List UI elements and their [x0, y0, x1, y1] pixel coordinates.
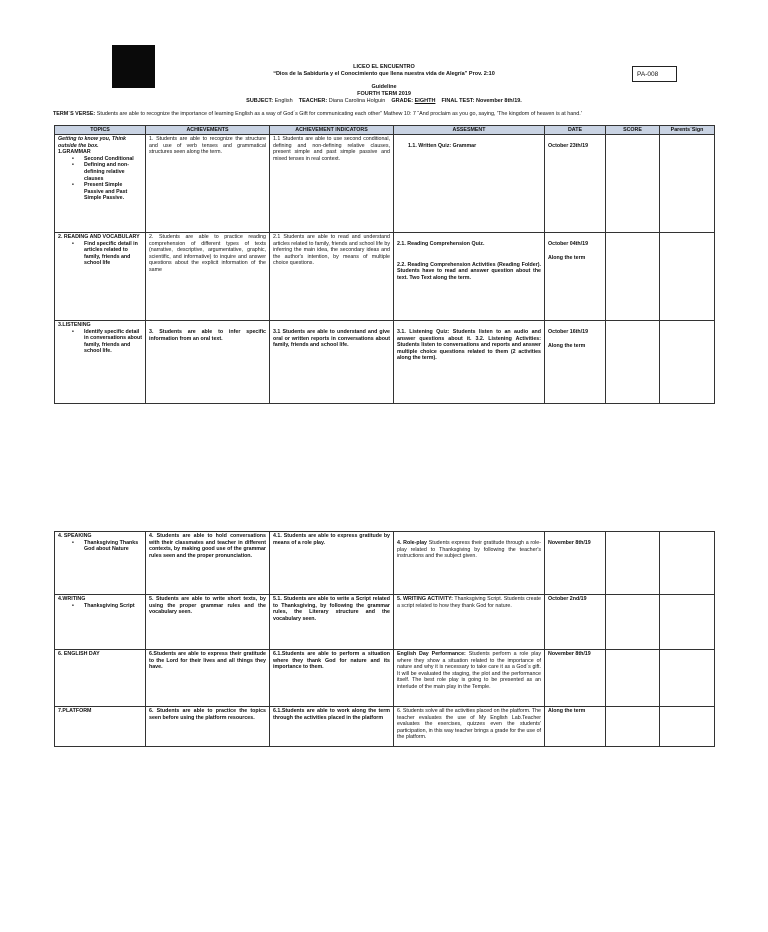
- parents-sign-cell: [660, 233, 715, 321]
- topic-cell: 4. SPEAKING • Thanksgiving Thanks God about Nature: [55, 532, 146, 595]
- table-row: [55, 650, 715, 707]
- school-motto: “Dios de la Sabiduría y el Conocimiento que llena nuestra vida de Alegría” Prov. 2:10: [273, 71, 495, 77]
- table-row: [55, 707, 715, 747]
- term-title: FOURTH TERM 2019: [357, 91, 411, 97]
- assessment-cell: 6. Students solve all the activities placed on the platform. The teacher evaluates the use of My English Lab.Teacher evaluates the exercises, quizzes even the students' participation, in this way teacher brings a grade for the use of the platform.: [394, 707, 545, 747]
- assessment-cell: 3.1. Listening Quiz: Students listen to an audio and answer questions about it. 3.2. Listening Activities: Students listen to conversations and reports and answer multiple choice questions related to them (2 activities along the term).: [394, 321, 545, 404]
- guideline-table-2: [54, 531, 715, 747]
- indicator-cell: 6.1.Students are able to work along the term through the activities placed in the platform: [270, 707, 394, 747]
- date-cell: October 23th/19: [545, 135, 606, 233]
- score-cell: [606, 135, 660, 233]
- table-row: [55, 321, 715, 404]
- indicator-cell: 1.1 Students are able to use second conditional, defining and non-defining relative clauses, present simple and past simple passive and mixed tenses in real context.: [270, 135, 394, 233]
- assessment-cell: 5. WRITING ACTIVITY: Thanksgiving Script. Students create a script related to how they thank God for nature.: [394, 595, 545, 650]
- table-row: [55, 595, 715, 650]
- col-topics: TOPICS: [55, 126, 146, 135]
- topic-cell: 7.PLATFORM: [55, 707, 146, 747]
- parents-sign-cell: [660, 595, 715, 650]
- topic-cell: Getting to know you, Think outside the box. 1.GRAMMAR • Second Conditional • Defining and non-defining relative clauses • Present Simple Passive and Past Simple Passive.: [55, 135, 146, 233]
- table-row: [55, 532, 715, 595]
- date-cell: Along the term: [545, 707, 606, 747]
- date-cell: November 8th/19: [545, 532, 606, 595]
- parents-sign-cell: [660, 321, 715, 404]
- table-header-row: [55, 126, 715, 135]
- achievement-cell: 3. Students are able to infer specific information from an oral text.: [146, 321, 270, 404]
- col-assessment: ASSESMENT: [394, 126, 545, 135]
- term-verse: TERM´S VERSE: Students are able to recognize the importance of learning English as a way of God´s Gift for communicating each other” Mathew 10: 7 “And proclaim as you go, saying, 'The kingdom of heaven is at hand.': [53, 111, 582, 117]
- school-name: LICEO EL ENCUENTRO: [353, 64, 415, 70]
- subject-line: SUBJECT: English TEACHER: Diana Carolina Holguin GRADE: EIGHTH FINAL TEST: November 8th/19.: [246, 98, 522, 104]
- parents-sign-cell: [660, 532, 715, 595]
- topic-cell: 6. ENGLISH DAY: [55, 650, 146, 707]
- score-cell: [606, 321, 660, 404]
- parents-sign-cell: [660, 650, 715, 707]
- table-row: [55, 233, 715, 321]
- topic-cell: 2. READING AND VOCABULARY • Find specific detail in articles related to family, friends and school life: [55, 233, 146, 321]
- parents-sign-cell: [660, 135, 715, 233]
- achievement-cell: 2. Students are able to practice reading comprehension of different types of texts (narrative, descriptive, argumentative, graphic, scientific, and informative) to inquire and answer questions about the explicit information of the same: [146, 233, 270, 321]
- achievement-cell: 6.Students are able to express their gratitude to the Lord for their lives and all things they have.: [146, 650, 270, 707]
- indicator-cell: 2.1 Students are able to read and understand articles related to family, friends and school life by inferring the main idea, the secondary ideas and the author's intention, by means of multiple choice questions.: [270, 233, 394, 321]
- document-code: PA-008: [632, 66, 677, 82]
- date-cell: October 2nd/19: [545, 595, 606, 650]
- indicator-cell: 6.1.Students are able to perform a situation where they thank God for nature and its importance to them.: [270, 650, 394, 707]
- col-achievements: ACHIEVEMENTS: [146, 126, 270, 135]
- parents-sign-cell: [660, 707, 715, 747]
- score-cell: [606, 233, 660, 321]
- achievement-cell: 5. Students are able to write short texts, by using the proper grammar rules and the vocabulary seen.: [146, 595, 270, 650]
- achievement-cell: 6. Students are able to practice the topics seen before using the platform resources.: [146, 707, 270, 747]
- assessment-cell: 2.1. Reading Comprehension Quiz. 2.2. Reading Comprehension Activities (Reading Folder). Students have to read and answer question about the text. Two Text along the term.: [394, 233, 545, 321]
- score-cell: [606, 650, 660, 707]
- col-score: SCORE: [606, 126, 660, 135]
- date-cell: October 16th/19 Along the term: [545, 321, 606, 404]
- col-parents-sign: Parents´Sign: [660, 126, 715, 135]
- achievement-cell: 4. Students are able to hold conversations with their classmates and teacher in different contexts, by making good use of the grammar rules seen and the proper pronunciation.: [146, 532, 270, 595]
- topic-cell: 3.LISTENING • Identify specific detail in conversations about family, friends and school life.: [55, 321, 146, 404]
- table-row: [55, 135, 715, 233]
- score-cell: [606, 532, 660, 595]
- doc-type: Guideline: [371, 84, 397, 90]
- indicator-cell: 3.1 Students are able to understand and give oral or written reports in conversations about family, friends and school life.: [270, 321, 394, 404]
- score-cell: [606, 595, 660, 650]
- assessment-cell: English Day Performance: Students perform a role play where they show a situation related to the importance of nature and why it is necessary to take care it as a God´s gift. It will be evaluated the staging, the plot and the performance itself. The best role play is going to be presented as an interlude of the main play in the Temple.: [394, 650, 545, 707]
- indicator-cell: 5.1. Students are able to write a Script related to Thanksgiving, by following the grammar rules, the Literary structure and the vocabulary seen.: [270, 595, 394, 650]
- achievement-cell: 1. Students are able to recognize the structure and use of verb tenses and grammatical structures seen along the term.: [146, 135, 270, 233]
- assessment-cell: 1.1. Written Quiz: Grammar: [394, 135, 545, 233]
- col-indicators: ACHIEVEMENT INDICATORS: [270, 126, 394, 135]
- assessment-cell: 4. Role-play Students express their gratitude through a role-play related to Thanksgiving by following the teacher's instructions and the subject given.: [394, 532, 545, 595]
- date-cell: October 04th/19 Along the term: [545, 233, 606, 321]
- date-cell: November 8th/19: [545, 650, 606, 707]
- guideline-table-1: [54, 125, 715, 404]
- topic-cell: 4.WRITING • Thanksgiving Script: [55, 595, 146, 650]
- score-cell: [606, 707, 660, 747]
- col-date: DATE: [545, 126, 606, 135]
- indicator-cell: 4.1. Students are able to express gratitude by means of a role play.: [270, 532, 394, 595]
